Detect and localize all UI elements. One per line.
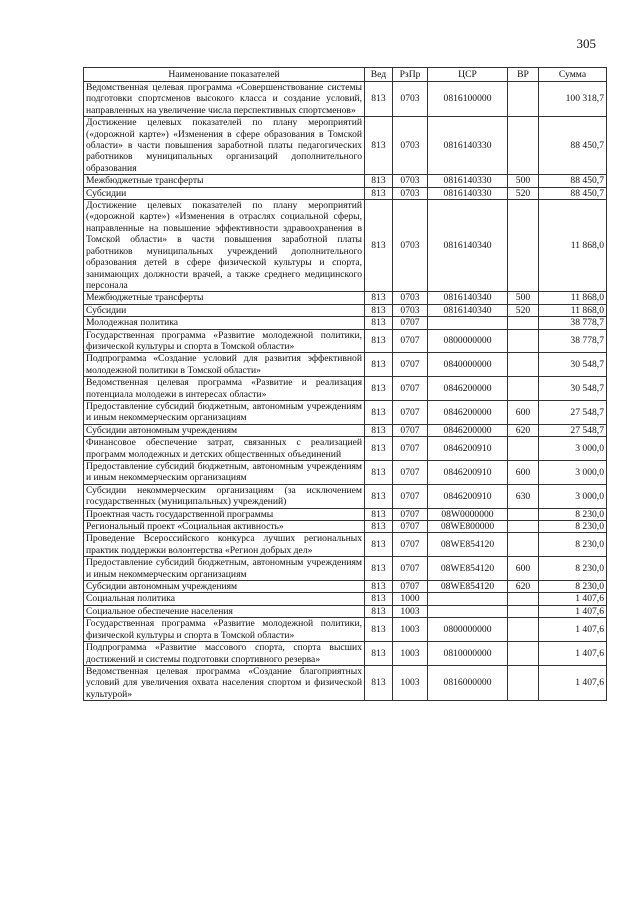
cell-sum: 88 450,7 [539, 187, 607, 199]
cell-rzpr: 0707 [393, 484, 428, 508]
cell-vr: 600 [508, 557, 539, 581]
cell-name: Молодежная политика [84, 317, 365, 329]
cell-name: Подпрограмма «Развитие массового спорта, спорта высших достижений и системы подготовки спортивного резерва» [84, 642, 365, 666]
cell-csr: 0816140340 [428, 292, 508, 304]
cell-sum: 38 778,7 [539, 317, 607, 329]
cell-vr [508, 642, 539, 666]
cell-sum: 1 407,6 [539, 605, 607, 617]
cell-csr: 0800000000 [428, 618, 508, 642]
cell-rzpr: 0707 [393, 317, 428, 329]
cell-vr [508, 82, 539, 117]
cell-ved: 813 [365, 353, 393, 377]
cell-csr: 0816140330 [428, 175, 508, 187]
cell-csr: 0846200910 [428, 437, 508, 461]
header-csr: ЦСР [428, 68, 508, 82]
cell-csr: 0846200000 [428, 424, 508, 436]
cell-vr: 630 [508, 484, 539, 508]
cell-ved: 813 [365, 117, 393, 175]
cell-vr [508, 593, 539, 605]
cell-csr: 0846200000 [428, 400, 508, 424]
table-row [84, 200, 607, 292]
cell-sum: 8 230,0 [539, 533, 607, 557]
cell-sum: 1 407,6 [539, 618, 607, 642]
table-row [84, 521, 607, 533]
table-row [84, 618, 607, 642]
cell-name: Ведомственная целевая программа «Развитие и реализация потенциала молодежи в интересах области» [84, 377, 365, 401]
cell-csr: 0840000000 [428, 353, 508, 377]
cell-vr: 500 [508, 292, 539, 304]
cell-name: Ведомственная целевая программа «Совершенствование системы подготовки спортсменов высокого класса и создание условий, направленных на увеличение числа перспективных спортсменов» [84, 82, 365, 117]
cell-name: Субсидии [84, 187, 365, 199]
cell-ved: 813 [365, 304, 393, 316]
cell-vr [508, 605, 539, 617]
cell-rzpr: 0703 [393, 292, 428, 304]
table-row [84, 508, 607, 520]
cell-sum: 27 548,7 [539, 400, 607, 424]
cell-sum: 8 230,0 [539, 581, 607, 593]
table-row [84, 593, 607, 605]
table-row [84, 581, 607, 593]
cell-csr: 0846200910 [428, 461, 508, 485]
cell-csr: 0816140340 [428, 304, 508, 316]
cell-ved: 813 [365, 484, 393, 508]
header-sum: Сумма [539, 68, 607, 82]
table-header-row [84, 68, 607, 82]
cell-rzpr: 0707 [393, 508, 428, 520]
table-row [84, 304, 607, 316]
cell-rzpr: 0707 [393, 581, 428, 593]
cell-name: Социальное обеспечение населения [84, 605, 365, 617]
cell-rzpr: 0707 [393, 329, 428, 353]
cell-name: Достижение целевых показателей по плану мероприятий («дорожной карте») «Изменения в отраслях социальной сферы, направленные на повышение эффективности здравоохранения в Томской области» в части повышения заработной платы работников муниципальных учреждений дополнительного образования детей в сфере физической культуры и спорта, занимающих должности врачей, а также среднего медицинского персонала [84, 200, 365, 292]
cell-sum: 100 318,7 [539, 82, 607, 117]
cell-vr [508, 117, 539, 175]
cell-name: Субсидии автономным учреждениям [84, 424, 365, 436]
cell-vr [508, 353, 539, 377]
cell-name: Ведомственная целевая программа «Создание благоприятных условий для увеличения охвата населения спортом и физической культурой» [84, 665, 365, 700]
cell-ved: 813 [365, 175, 393, 187]
cell-rzpr: 1003 [393, 618, 428, 642]
cell-ved: 813 [365, 461, 393, 485]
cell-rzpr: 0707 [393, 557, 428, 581]
page-number: 305 [576, 36, 596, 51]
cell-vr [508, 508, 539, 520]
header-ved: Вед [365, 68, 393, 82]
table-row [84, 642, 607, 666]
cell-csr [428, 317, 508, 329]
table-body [84, 82, 607, 701]
table-row [84, 665, 607, 700]
cell-name: Финансовое обеспечение затрат, связанных с реализацией программ молодежных и детских общественных объединений [84, 437, 365, 461]
cell-ved: 813 [365, 187, 393, 199]
cell-ved: 813 [365, 424, 393, 436]
cell-rzpr: 1003 [393, 642, 428, 666]
table-row [84, 461, 607, 485]
cell-ved: 813 [365, 665, 393, 700]
cell-csr: 0846200000 [428, 377, 508, 401]
cell-sum: 11 868,0 [539, 292, 607, 304]
table-row [84, 292, 607, 304]
table-row [84, 329, 607, 353]
cell-vr [508, 200, 539, 292]
cell-vr: 620 [508, 581, 539, 593]
cell-sum: 30 548,7 [539, 353, 607, 377]
cell-sum: 8 230,0 [539, 557, 607, 581]
cell-rzpr: 0707 [393, 533, 428, 557]
cell-sum: 8 230,0 [539, 521, 607, 533]
cell-rzpr: 0707 [393, 437, 428, 461]
cell-csr: 08W0000000 [428, 508, 508, 520]
cell-sum: 27 548,7 [539, 424, 607, 436]
table-row [84, 437, 607, 461]
cell-vr [508, 618, 539, 642]
cell-name: Субсидии некоммерческим организациям (за исключением государственных (муниципальных) учреждений) [84, 484, 365, 508]
cell-rzpr: 0707 [393, 461, 428, 485]
cell-rzpr: 0703 [393, 200, 428, 292]
cell-rzpr: 0703 [393, 175, 428, 187]
cell-name: Социальная политика [84, 593, 365, 605]
cell-rzpr: 0707 [393, 400, 428, 424]
cell-name: Региональный проект «Социальная активность» [84, 521, 365, 533]
cell-sum: 8 230,0 [539, 508, 607, 520]
header-vr: ВР [508, 68, 539, 82]
cell-ved: 813 [365, 642, 393, 666]
cell-vr: 520 [508, 187, 539, 199]
cell-name: Межбюджетные трансферты [84, 175, 365, 187]
cell-ved: 813 [365, 437, 393, 461]
table-row [84, 605, 607, 617]
cell-csr: 0816100000 [428, 82, 508, 117]
cell-sum: 1 407,6 [539, 593, 607, 605]
header-name: Наименование показателей [84, 68, 365, 82]
cell-ved: 813 [365, 317, 393, 329]
table-row [84, 82, 607, 117]
cell-csr [428, 605, 508, 617]
cell-vr [508, 521, 539, 533]
cell-vr [508, 437, 539, 461]
cell-sum: 1 407,6 [539, 665, 607, 700]
cell-vr: 520 [508, 304, 539, 316]
cell-ved: 813 [365, 329, 393, 353]
cell-ved: 813 [365, 508, 393, 520]
cell-csr: 0816140330 [428, 187, 508, 199]
cell-name: Проведение Всероссийского конкурса лучших региональных практик поддержки волонтерства «Регион добрых дел» [84, 533, 365, 557]
cell-name: Субсидии [84, 304, 365, 316]
table-row [84, 353, 607, 377]
cell-sum: 30 548,7 [539, 377, 607, 401]
table-row [84, 533, 607, 557]
cell-name: Межбюджетные трансферты [84, 292, 365, 304]
table-row [84, 187, 607, 199]
cell-name: Предоставление субсидий бюджетным, автономным учреждениям и иным некоммерческим организациям [84, 461, 365, 485]
cell-sum: 88 450,7 [539, 175, 607, 187]
table-row [84, 175, 607, 187]
table-row [84, 377, 607, 401]
cell-rzpr: 0707 [393, 424, 428, 436]
cell-name: Подпрограмма «Создание условий для развития эффективной молодежной политики в Томской области» [84, 353, 365, 377]
budget-table [83, 67, 607, 701]
cell-name: Достижение целевых показателей по плану мероприятий («дорожной карте») «Изменения в сфере образования в Томской области» в части повышения заработной платы педагогических работников муниципальных организаций дополнительного образования [84, 117, 365, 175]
cell-ved: 813 [365, 400, 393, 424]
cell-csr: 08WE800000 [428, 521, 508, 533]
cell-ved: 813 [365, 200, 393, 292]
table-row [84, 317, 607, 329]
cell-csr [428, 593, 508, 605]
cell-ved: 813 [365, 521, 393, 533]
cell-sum: 11 868,0 [539, 304, 607, 316]
table-row [84, 117, 607, 175]
cell-rzpr: 0703 [393, 304, 428, 316]
table-row [84, 557, 607, 581]
cell-csr: 08WE854120 [428, 581, 508, 593]
cell-ved: 813 [365, 605, 393, 617]
cell-name: Субсидии автономным учреждениям [84, 581, 365, 593]
cell-vr: 600 [508, 461, 539, 485]
cell-ved: 813 [365, 557, 393, 581]
cell-ved: 813 [365, 533, 393, 557]
table-row [84, 400, 607, 424]
cell-name: Предоставление субсидий бюджетным, автономным учреждениям и иным некоммерческим организациям [84, 557, 365, 581]
cell-vr [508, 377, 539, 401]
cell-sum: 3 000,0 [539, 484, 607, 508]
cell-rzpr: 1003 [393, 605, 428, 617]
cell-vr: 600 [508, 400, 539, 424]
cell-ved: 813 [365, 581, 393, 593]
cell-rzpr: 0707 [393, 521, 428, 533]
cell-csr: 0846200910 [428, 484, 508, 508]
cell-csr: 0800000000 [428, 329, 508, 353]
cell-rzpr: 0707 [393, 353, 428, 377]
cell-vr [508, 317, 539, 329]
cell-rzpr: 0703 [393, 117, 428, 175]
cell-name: Государственная программа «Развитие молодежной политики, физической культуры и спорта в Томской области» [84, 329, 365, 353]
cell-sum: 3 000,0 [539, 461, 607, 485]
cell-ved: 813 [365, 593, 393, 605]
cell-vr [508, 329, 539, 353]
cell-rzpr: 0707 [393, 377, 428, 401]
cell-csr: 08WE854120 [428, 557, 508, 581]
cell-sum: 3 000,0 [539, 437, 607, 461]
cell-sum: 38 778,7 [539, 329, 607, 353]
cell-vr [508, 665, 539, 700]
cell-csr: 08WE854120 [428, 533, 508, 557]
cell-rzpr: 0703 [393, 82, 428, 117]
cell-rzpr: 0703 [393, 187, 428, 199]
cell-name: Государственная программа «Развитие молодежной политики, физической культуры и спорта в Томской области» [84, 618, 365, 642]
table-row [84, 484, 607, 508]
cell-sum: 88 450,7 [539, 117, 607, 175]
cell-csr: 0816140330 [428, 117, 508, 175]
cell-csr: 0816000000 [428, 665, 508, 700]
cell-ved: 813 [365, 377, 393, 401]
header-rzpr: РзПр [393, 68, 428, 82]
cell-rzpr: 1000 [393, 593, 428, 605]
cell-csr: 0810000000 [428, 642, 508, 666]
cell-ved: 813 [365, 82, 393, 117]
cell-name: Предоставление субсидий бюджетным, автономным учреждениям и иным некоммерческим организациям [84, 400, 365, 424]
cell-ved: 813 [365, 618, 393, 642]
cell-vr [508, 533, 539, 557]
cell-sum: 11 868,0 [539, 200, 607, 292]
table-row [84, 424, 607, 436]
cell-vr: 620 [508, 424, 539, 436]
cell-name: Проектная часть государственной программы [84, 508, 365, 520]
cell-sum: 1 407,6 [539, 642, 607, 666]
cell-ved: 813 [365, 292, 393, 304]
cell-rzpr: 1003 [393, 665, 428, 700]
cell-csr: 0816140340 [428, 200, 508, 292]
cell-vr: 500 [508, 175, 539, 187]
